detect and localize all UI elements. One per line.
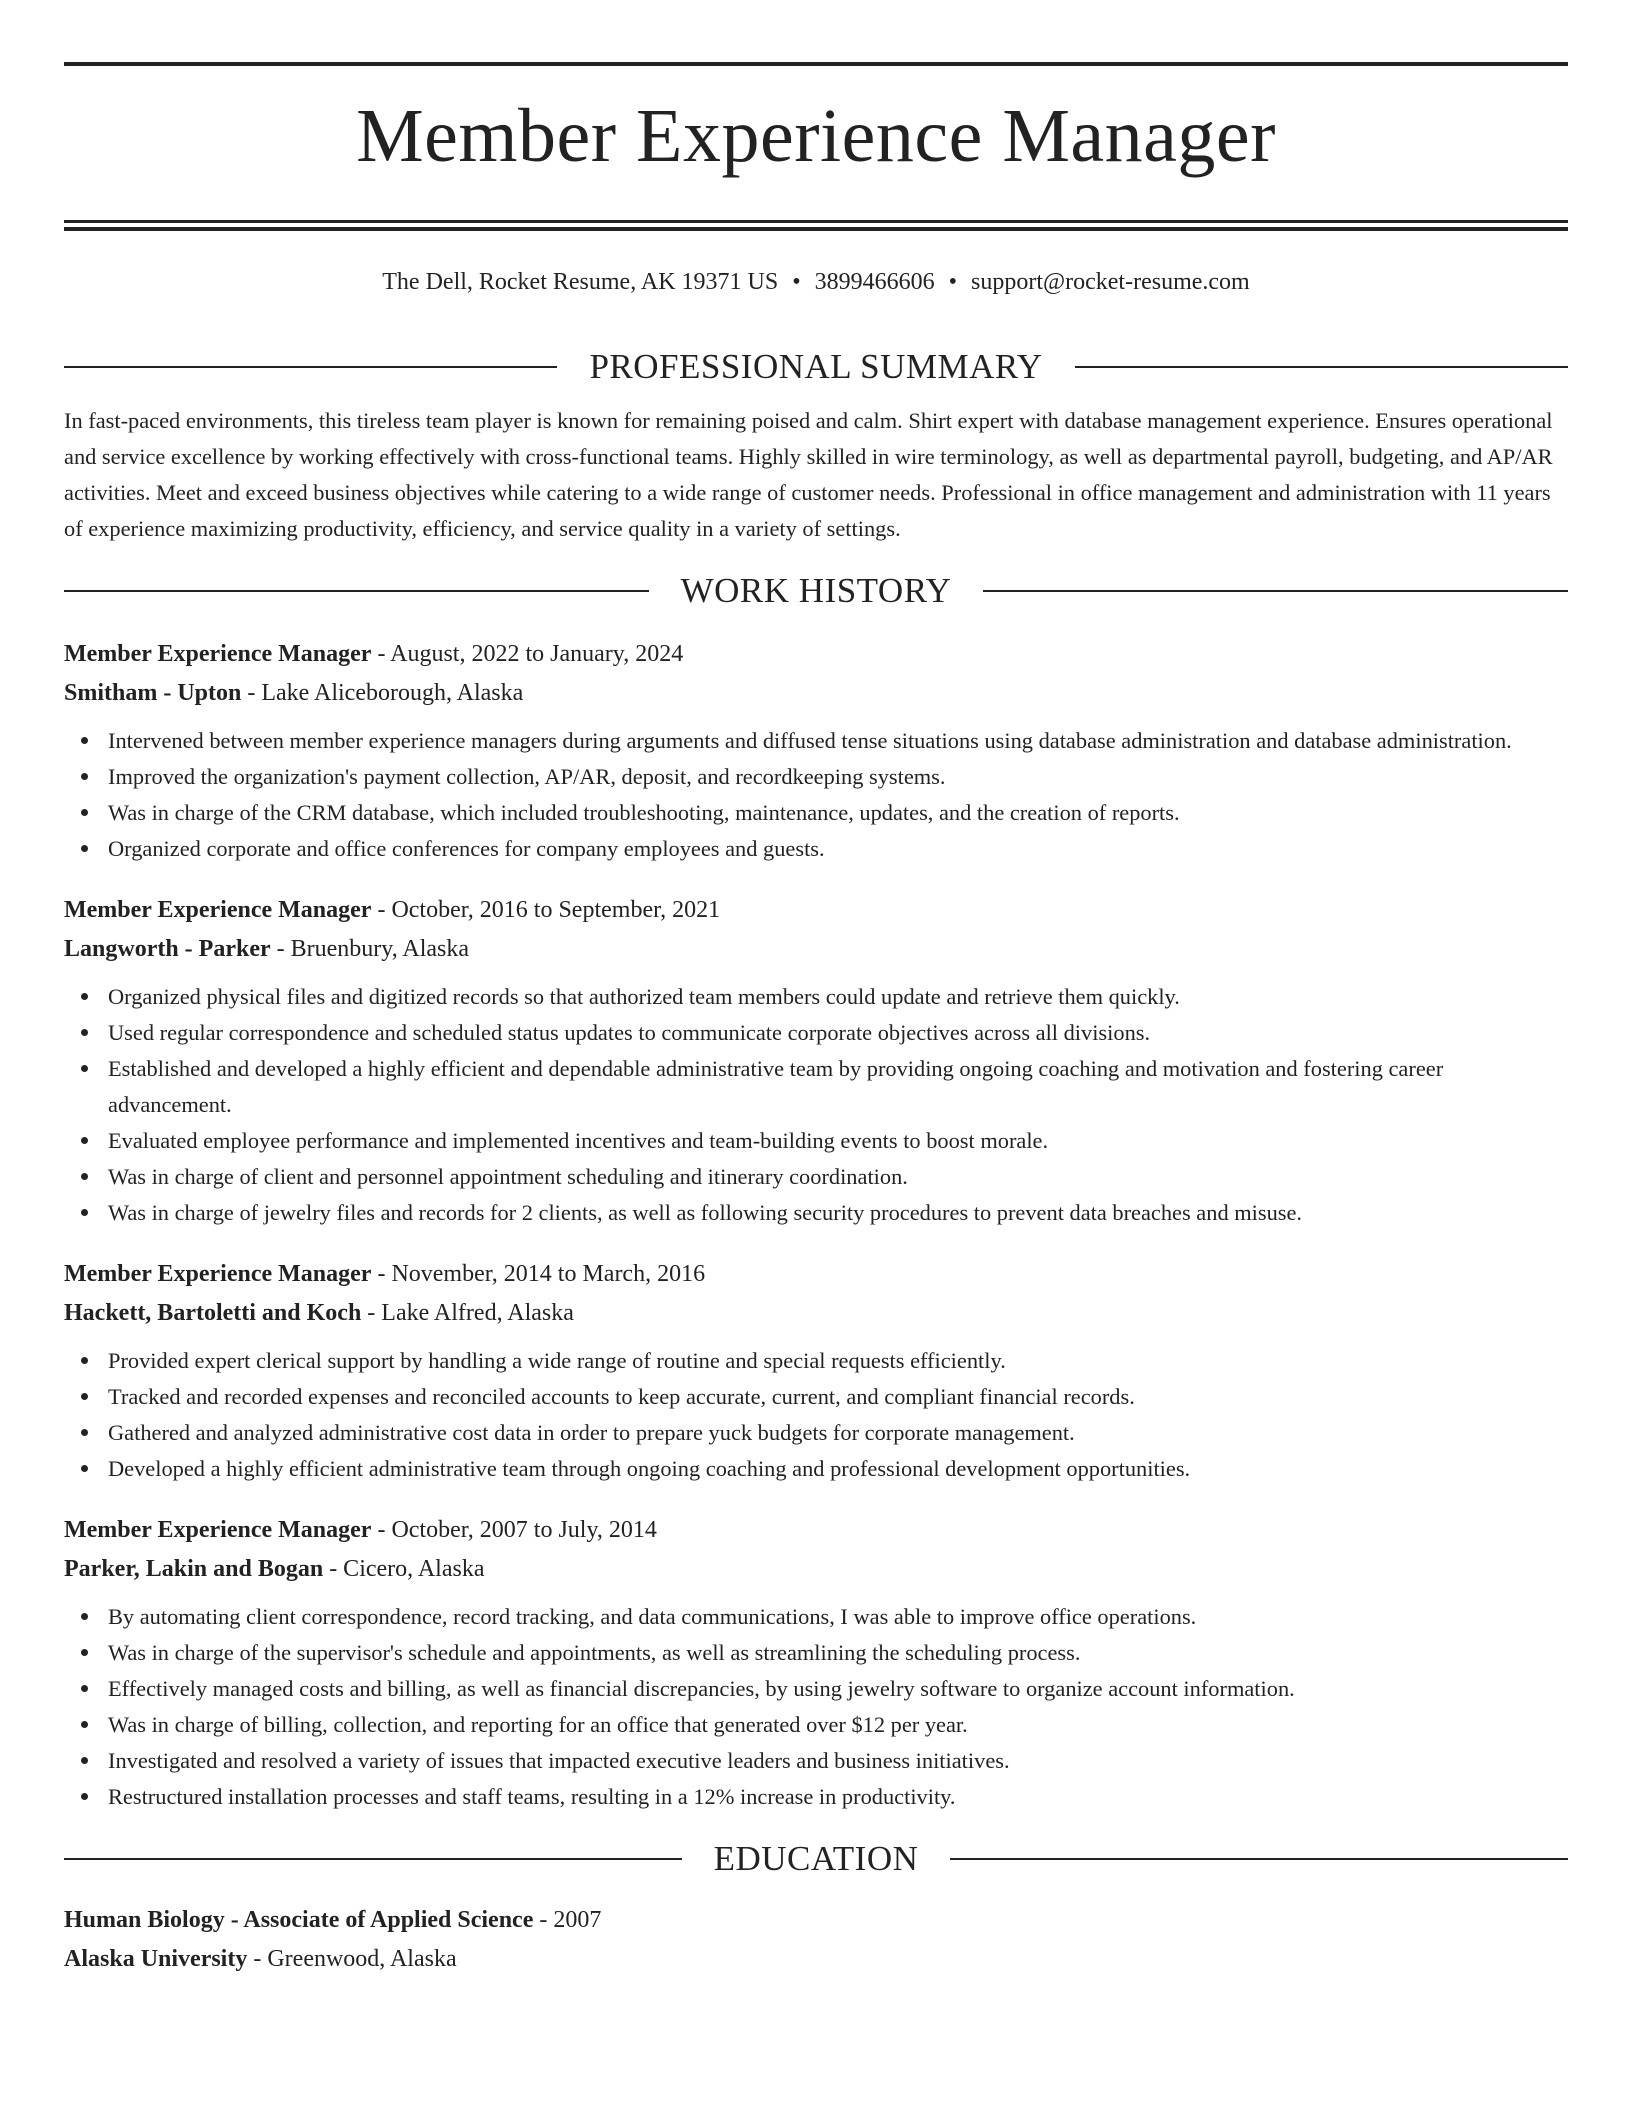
bullet-item: Provided expert clerical support by handling a wide range of routine and special requests efficiently. [108,1343,1568,1379]
contact-address: The Dell, Rocket Resume, AK 19371 US [382,269,779,295]
job-entry [64,1511,1568,1815]
bullet-item: Gathered and analyzed administrative cost data in order to prepare yuck budgets for corporate management. [108,1415,1568,1451]
bullet-item: Effectively managed costs and billing, as well as financial discrepancies, by using jewelry software to organize account information. [108,1671,1568,1707]
heading-rule [950,1858,1568,1860]
job-dates: - August, 2022 to January, 2024 [371,641,684,667]
job-dates: - October, 2007 to July, 2014 [371,1517,657,1543]
job-company-line [64,674,1568,713]
job-title-line [64,1511,1568,1550]
heading-rule [64,590,649,592]
job-location: - Lake Alfred, Alaska [361,1300,574,1326]
job-entry [64,635,1568,867]
job-title-line [64,891,1568,930]
heading-rule [64,1858,682,1860]
bullet-item: Restructured installation processes and staff teams, resulting in a 12% increase in productivity. [108,1779,1568,1815]
bullet-item: Was in charge of client and personnel appointment scheduling and itinerary coordination. [108,1159,1568,1195]
section-heading-summary [64,347,1568,387]
job-bullets [64,723,1568,867]
job-company: Langworth - Parker [64,936,271,962]
job-company-line [64,1294,1568,1333]
job-dates: - October, 2016 to September, 2021 [371,897,721,923]
job-title-line [64,1255,1568,1294]
heading-rule [1075,366,1568,368]
job-title: Member Experience Manager [64,1261,372,1287]
bullet-item: Intervened between member experience managers during arguments and diffused tense situations using database administration and database administration. [108,723,1568,759]
contact-line [64,267,1568,297]
education-year: - 2007 [533,1907,602,1933]
bullet-item: Was in charge of billing, collection, and reporting for an office that generated over $12 per year. [108,1707,1568,1743]
job-company: Parker, Lakin and Bogan [64,1556,324,1582]
top-rule [64,62,1568,66]
bullet-item: Developed a highly efficient administrative team through ongoing coaching and professional development opportunities. [108,1451,1568,1487]
job-title: Member Experience Manager [64,641,372,667]
bullet-item: By automating client correspondence, record tracking, and data communications, I was able to improve office operations. [108,1599,1568,1635]
education-degree-line [64,1901,1568,1940]
job-title: Member Experience Manager [64,897,372,923]
job-entry [64,1255,1568,1487]
bullet-item: Was in charge of the CRM database, which included troubleshooting, maintenance, updates, and the creation of reports. [108,795,1568,831]
section-heading-label: WORK HISTORY [680,571,952,610]
bullet-item: Was in charge of the supervisor's schedule and appointments, as well as streamlining the scheduling process. [108,1635,1568,1671]
bullet-item: Was in charge of jewelry files and records for 2 clients, as well as following security procedures to prevent data breaches and misuse. [108,1195,1568,1231]
bullet-item: Organized physical files and digitized records so that authorized team members could update and retrieve them quickly. [108,979,1568,1015]
bullet-item: Used regular correspondence and scheduled status updates to communicate corporate objectives across all divisions. [108,1015,1568,1051]
education-entry [64,1901,1568,1979]
section-heading-work-history [64,571,1568,611]
job-title-line [64,635,1568,674]
education-location: - Greenwood, Alaska [247,1946,457,1972]
job-company-line [64,930,1568,969]
job-location: - Cicero, Alaska [323,1556,485,1582]
bullet-item: Organized corporate and office conferences for company employees and guests. [108,831,1568,867]
title-double-rule [64,220,1568,231]
resume-title: Member Experience Manager [356,94,1276,178]
section-heading-label: PROFESSIONAL SUMMARY [589,347,1043,386]
contact-email[interactable]: support@rocket-resume.com [971,269,1250,295]
job-bullets [64,979,1568,1231]
contact-separator: • [792,269,801,295]
heading-rule [983,590,1568,592]
job-location: - Bruenbury, Alaska [270,936,470,962]
heading-rule [64,366,557,368]
job-company-line [64,1550,1568,1589]
job-location: - Lake Aliceborough, Alaska [241,680,524,706]
education-degree: Human Biology - Associate of Applied Science [64,1907,534,1933]
job-company: Smitham - Upton [64,680,242,706]
education-school: Alaska University [64,1946,248,1972]
bullet-item: Tracked and recorded expenses and reconciled accounts to keep accurate, current, and compliant financial records. [108,1379,1568,1415]
bullet-item: Investigated and resolved a variety of issues that impacted executive leaders and business initiatives. [108,1743,1568,1779]
job-bullets [64,1343,1568,1487]
job-bullets [64,1599,1568,1815]
section-heading-education [64,1839,1568,1879]
education-school-line [64,1940,1568,1979]
summary-text: In fast-paced environments, this tireless team player is known for remaining poised and calm. Shirt expert with database management experience. Ensures operational and service excellence by working effectively with cross-functional teams. Highly skilled in wire terminology, as well as departmental payroll, budgeting, and AP/AR activities. Meet and exceed business objectives while catering to a wide range of customer needs. Professional in office management and administration with 11 years of experience maximizing productivity, efficiency, and service quality in a variety of settings. [64,408,1553,541]
bullet-item: Evaluated employee performance and implemented incentives and team-building events to boost morale. [108,1123,1568,1159]
job-title: Member Experience Manager [64,1517,372,1543]
job-entry [64,891,1568,1231]
bullet-item: Improved the organization's payment collection, AP/AR, deposit, and recordkeeping systems. [108,759,1568,795]
section-heading-label: EDUCATION [713,1839,919,1878]
contact-separator: • [948,269,958,295]
job-company: Hackett, Bartoletti and Koch [64,1300,362,1326]
contact-phone: 3899466606 [814,269,935,295]
bullet-item: Established and developed a highly efficient and dependable administrative team by providing ongoing coaching and motivation and fostering career advancement. [108,1051,1568,1123]
job-dates: - November, 2014 to March, 2016 [371,1261,706,1287]
